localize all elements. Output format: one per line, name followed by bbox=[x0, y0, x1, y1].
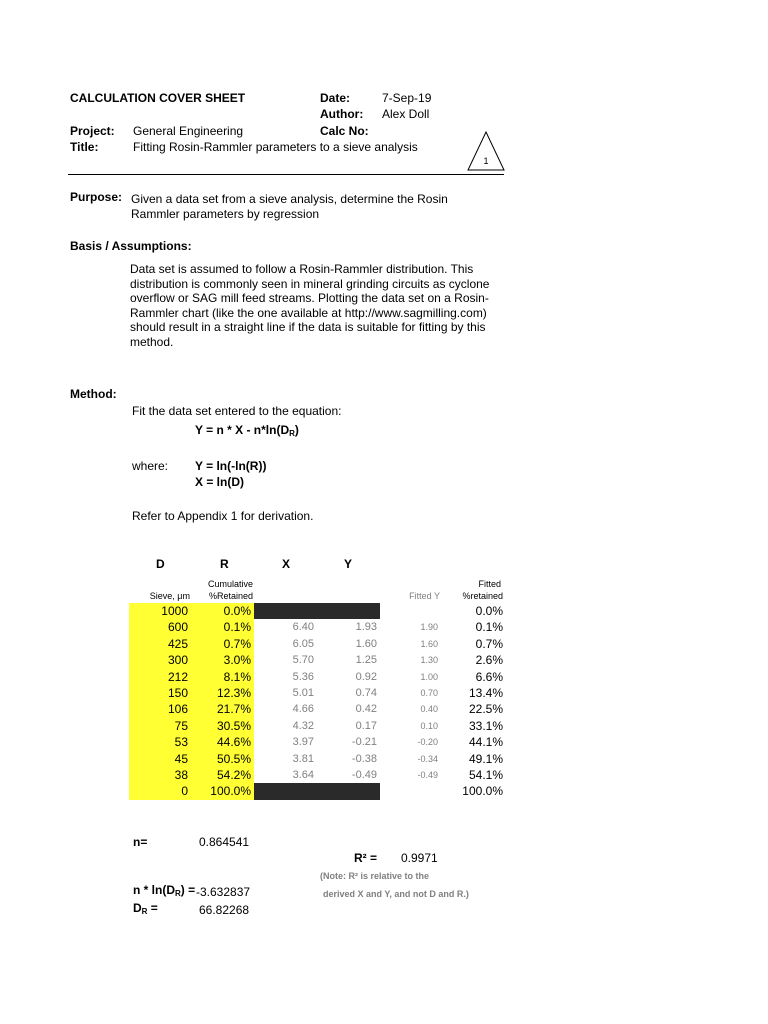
date-value: 7-Sep-19 bbox=[382, 91, 432, 105]
fitted-retained-cell: 54.1% bbox=[468, 768, 503, 782]
retained-cell: 44.6% bbox=[191, 734, 254, 750]
title-value: Fitting Rosin-Rammler parameters to a sieve analysis bbox=[133, 140, 418, 154]
x-cell: 5.70 bbox=[292, 654, 314, 667]
title-label: Title: bbox=[70, 140, 99, 154]
y-cell: 1.25 bbox=[355, 654, 377, 667]
retained-cell: 50.5% bbox=[191, 751, 254, 767]
table-row bbox=[129, 652, 509, 668]
fitted-y-cell: 0.40 bbox=[420, 704, 438, 715]
fitted-retained-cell: 2.6% bbox=[475, 653, 503, 668]
table-row bbox=[129, 767, 509, 783]
col-cum-2: %Retained bbox=[208, 591, 253, 601]
fitted-y-cell: 1.60 bbox=[420, 638, 438, 649]
retained-cell: 30.5% bbox=[191, 718, 254, 734]
r2-note-line-2: derived X and Y, and not D and R.) bbox=[323, 889, 469, 899]
dr-label: $D_R$ = bbox=[133, 901, 158, 916]
col-letter-y: Y bbox=[344, 557, 353, 571]
col-sieve: Sieve, μm bbox=[149, 591, 190, 601]
dark-cell bbox=[254, 603, 380, 619]
revision-triangle-icon bbox=[467, 131, 505, 171]
n-label: n= bbox=[133, 835, 148, 849]
table-row bbox=[129, 603, 509, 619]
y-cell: -0.49 bbox=[351, 769, 377, 781]
fitted-retained-cell: 44.1% bbox=[468, 735, 503, 750]
n-value: 0.864541 bbox=[199, 835, 250, 849]
x-cell: 3.97 bbox=[292, 736, 314, 749]
fitted-retained-cell: 100.0% bbox=[462, 784, 503, 799]
where-label: where: bbox=[132, 459, 169, 473]
retained-cell: 100.0% bbox=[191, 783, 254, 799]
purpose-label: Purpose: bbox=[70, 190, 123, 204]
fitted-retained-cell: 0.1% bbox=[475, 620, 503, 635]
x-cell: 4.32 bbox=[292, 719, 314, 732]
retained-cell: 12.3% bbox=[191, 685, 254, 701]
retained-cell: 0.1% bbox=[191, 619, 254, 635]
method-label: Method: bbox=[70, 387, 117, 401]
fitted-y-cell: 1.00 bbox=[420, 671, 438, 682]
sieve-cell: 600 bbox=[129, 619, 191, 635]
col-letter-x: X bbox=[282, 557, 291, 571]
retained-cell: 0.7% bbox=[191, 636, 254, 652]
fitted-y-cell: 0.70 bbox=[420, 688, 438, 698]
table-row bbox=[129, 734, 509, 750]
fitted-retained-cell: 33.1% bbox=[468, 718, 503, 733]
y-cell: 1.60 bbox=[355, 637, 377, 650]
table-row bbox=[129, 636, 509, 652]
project-label: Project: bbox=[70, 124, 115, 138]
refer-text: Refer to Appendix 1 for derivation. bbox=[132, 509, 314, 523]
sieve-cell: 75 bbox=[129, 718, 191, 734]
table-row bbox=[129, 751, 509, 767]
nlnd-label: n * $\ln(D_R)$ = bbox=[133, 883, 196, 898]
fitted-y-cell: 1.90 bbox=[420, 622, 438, 633]
fitted-retained-cell: 49.1% bbox=[468, 751, 503, 766]
sieve-cell: 300 bbox=[129, 652, 191, 668]
nlnd-value: -3.632837 bbox=[196, 885, 251, 899]
sieve-cell: 150 bbox=[129, 685, 191, 701]
author-label: Author: bbox=[320, 107, 364, 121]
r2-note-line-1: (Note: R² is relative to the bbox=[320, 871, 430, 881]
fitted-y-cell: 1.30 bbox=[420, 655, 438, 666]
dark-cell bbox=[254, 783, 380, 799]
x-cell: 5.01 bbox=[292, 687, 314, 699]
basis-text: Data set is assumed to follow a Rosin-Rammler distribution. This distribution is commonly seen in mineral grinding circuits as cyclone overflow or SAG mill feed streams. Plotting the data set on a Rosin-Rammler chart (like the one available at http://www.sagmilling.com) should result in a straight line if the data is suitable for fitting by this method. bbox=[130, 262, 490, 349]
retained-cell: 54.2% bbox=[191, 767, 254, 783]
sieve-cell: 425 bbox=[129, 636, 191, 652]
col-fitted-2: %retained bbox=[462, 591, 503, 601]
table-row bbox=[129, 701, 509, 717]
x-cell: 6.40 bbox=[292, 621, 314, 634]
fitted-retained-cell: 22.5% bbox=[468, 702, 503, 717]
col-fitted-y: Fitted Y bbox=[409, 591, 440, 601]
y-cell: -0.38 bbox=[351, 752, 377, 765]
y-cell: 0.92 bbox=[355, 670, 377, 683]
fitted-retained-cell: 13.4% bbox=[468, 686, 503, 700]
fitted-y-cell: -0.34 bbox=[417, 753, 438, 764]
y-cell: -0.21 bbox=[351, 736, 377, 749]
equation: $Y = n * X - n*\ln(D_R)$ bbox=[195, 423, 299, 438]
x-cell: 3.64 bbox=[292, 769, 314, 781]
r2-value: 0.9971 bbox=[401, 851, 438, 865]
y-cell: 0.42 bbox=[355, 703, 377, 716]
table-row bbox=[129, 783, 509, 799]
col-letter-d: D bbox=[156, 557, 165, 571]
fitted-retained-cell: 6.6% bbox=[475, 669, 503, 684]
calc-no-label: Calc No: bbox=[320, 124, 369, 138]
x-cell: 3.81 bbox=[292, 752, 314, 765]
header-divider bbox=[68, 174, 504, 175]
sieve-cell: 38 bbox=[129, 767, 191, 783]
sieve-cell: 53 bbox=[129, 734, 191, 750]
where-y: Y = ln(-ln(R)) bbox=[195, 459, 267, 473]
dr-value: 66.82268 bbox=[199, 903, 250, 917]
fitted-retained-cell: 0.0% bbox=[475, 604, 503, 618]
sieve-cell: 0 bbox=[129, 783, 191, 799]
fitted-y-cell: -0.49 bbox=[417, 770, 438, 780]
sieve-cell: 1000 bbox=[129, 603, 191, 619]
revision-number: 1 bbox=[483, 156, 489, 166]
table-row bbox=[129, 718, 509, 734]
x-cell: 5.36 bbox=[292, 670, 314, 683]
author-value: Alex Doll bbox=[382, 107, 430, 121]
sheet-title: CALCULATION COVER SHEET bbox=[70, 91, 246, 105]
col-letter-r: R bbox=[220, 557, 229, 571]
method-intro: Fit the data set entered to the equation: bbox=[132, 404, 342, 418]
table-row bbox=[129, 669, 509, 685]
table-row bbox=[129, 619, 509, 635]
date-label: Date: bbox=[320, 91, 351, 105]
fitted-y-cell: 0.10 bbox=[420, 720, 438, 731]
y-cell: 0.17 bbox=[355, 719, 377, 732]
sieve-cell: 45 bbox=[129, 751, 191, 767]
table-row bbox=[129, 685, 509, 701]
sieve-cell: 106 bbox=[129, 701, 191, 717]
fitted-y-cell: -0.20 bbox=[417, 737, 438, 748]
y-cell: 1.93 bbox=[355, 621, 377, 634]
project-value: General Engineering bbox=[133, 124, 244, 138]
retained-cell: 3.0% bbox=[191, 652, 254, 668]
sieve-cell: 212 bbox=[129, 669, 191, 685]
purpose-text: Given a data set from a sieve analysis, determine the Rosin Rammler parameters by regression bbox=[131, 192, 448, 221]
r2-label: R² = bbox=[354, 851, 378, 865]
fitted-retained-cell: 0.7% bbox=[475, 636, 503, 651]
x-cell: 4.66 bbox=[292, 703, 314, 716]
retained-cell: 21.7% bbox=[191, 701, 254, 717]
where-x: X = ln(D) bbox=[195, 475, 245, 489]
retained-cell: 8.1% bbox=[191, 669, 254, 685]
basis-label: Basis / Assumptions: bbox=[70, 239, 192, 253]
retained-cell: 0.0% bbox=[191, 603, 254, 619]
col-cum-1: Cumulative bbox=[207, 579, 253, 589]
y-cell: 0.74 bbox=[355, 687, 377, 699]
x-cell: 6.05 bbox=[292, 637, 314, 650]
col-fitted-1: Fitted bbox=[478, 579, 501, 589]
